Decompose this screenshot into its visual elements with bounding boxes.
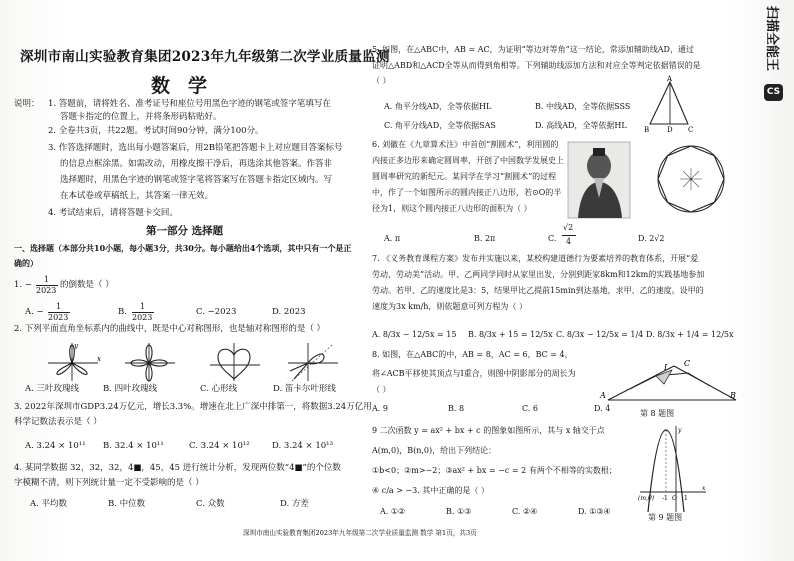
point-m-label: (m,0): [638, 495, 655, 502]
q3-option-b[interactable]: B. 32.4 × 10¹¹: [103, 441, 164, 451]
q6-stem-line4: 中，作了一个如图所示的圆内接正八边形，若⊙O的半: [372, 188, 562, 197]
q7-option-a[interactable]: A. 8/3x − 12/5x = 15: [372, 330, 457, 339]
q1-option-a-num: 1: [56, 302, 62, 311]
q7-stem-line2: 劳动，劳动美”活动。甲、乙两同学同时从家里出发，分别到距家8km和12km的实践基地参加: [372, 270, 705, 279]
vertex-a-label: A: [667, 75, 673, 83]
q9-option-b[interactable]: B. ①③: [446, 507, 472, 516]
q1-option-d[interactable]: D. 2023: [272, 307, 306, 317]
three-leaf-rose-figure: [44, 341, 100, 383]
brand-logo: CS: [764, 84, 783, 101]
q9-stem-line2: A(m,0)，B(n,0)，给出下列结论：: [372, 446, 497, 455]
section1-heading-cont: 确的）: [14, 258, 38, 268]
q7-stem-line3: 劳动。若甲、乙的速度比是3：5，结果甲比乙提前15min到达基地，求甲、乙的速度。设甲的: [372, 286, 704, 295]
q8-option-d[interactable]: D. 4: [594, 404, 611, 413]
four-leaf-rose-figure: [121, 341, 177, 383]
q9-parabola-figure: [638, 424, 708, 514]
q2-stem: 2. 下列平面直角坐标系内的曲线中，既是中心对称图形，也是轴对称图形的是（ ）: [14, 324, 326, 334]
q8-option-b[interactable]: B. 8: [448, 404, 465, 413]
q2-option-a[interactable]: A. 三叶玫瑰线: [25, 384, 80, 394]
point-i-label: I: [664, 363, 668, 372]
q6-option-c-num: √2: [563, 223, 574, 232]
axis-y-label: y: [678, 427, 682, 434]
brand-text: 扫描全能王: [764, 6, 779, 72]
q8-stem-line3: （ ）: [372, 385, 391, 394]
q8-caption: 第 8 题图: [640, 409, 675, 418]
instruction-line: 1. 答题前，请将姓名、准考证号和座位号用黑色字迹的钢笔或签字笔填写在: [48, 99, 331, 109]
q7-stem-line4: 速度为3x km/h，则依题意可列方程为（ ）: [372, 302, 527, 311]
axis-x-label: x: [702, 485, 706, 492]
q9-option-a[interactable]: A. ①②: [380, 507, 406, 516]
q3-stem-line2: 科学记数法表示是（ ）: [14, 417, 102, 427]
q7-option-d[interactable]: D. 8/3x + 1/4 = 12/5x: [646, 330, 734, 339]
instruction-line: 在本试卷或草稿纸上，其答案一律无效。: [60, 191, 214, 201]
q2-option-d[interactable]: D. 笛卡尔叶形线: [273, 384, 336, 394]
q7-option-b[interactable]: B. 8/3x + 15 = 12/5x: [468, 330, 553, 339]
q1-option-b-pre[interactable]: B.: [118, 307, 127, 317]
q6-option-d[interactable]: D. 2√2: [638, 234, 665, 243]
q1-option-b-den: 2023: [132, 313, 153, 322]
cardioid-figure: [206, 341, 262, 383]
q3-stem-line1: 3. 2022年深圳市GDP3.24万亿元，增长3.3%。增速在北上广深中排第一，将数据3.24万亿用: [14, 402, 372, 412]
instruction-line: 3. 作答选择题时，选出每小题答案后，用2B铅笔把答题卡上对应题目答案标号: [48, 143, 343, 153]
q8-stem-line1: 8. 如图，在△ABC的中，AB = 8，AC = 6，BC = 4，: [372, 350, 573, 359]
q1-option-a-den: 2023: [48, 313, 69, 322]
origin-label: O: [672, 495, 677, 502]
axis-y-label: y: [74, 342, 78, 350]
q3-option-a[interactable]: A. 3.24 × 10¹¹: [25, 441, 86, 451]
instruction-line: 答题卡指定的位置上，并将条形码粘贴好。: [60, 112, 222, 122]
folium-figure: [284, 341, 340, 383]
q5-stem-line3: （ ）: [372, 76, 391, 85]
q5-option-a[interactable]: A. 角平分线AD，全等依据HL: [384, 102, 492, 111]
q5-triangle-figure: [644, 74, 696, 136]
q1-option-a-pre[interactable]: A. −: [25, 307, 44, 317]
vertex-b-label: B: [644, 126, 650, 134]
q2-option-c[interactable]: C. 心形线: [200, 384, 238, 394]
instruction-line: 选择题时，用黑色字迹的钢笔或签字笔将答案写在答题卡指定区域内。写: [60, 175, 333, 185]
section1-heading: 一、选择题（本部分共10小题，每小题3分，共30分。每小题给出4个选项，其中只有一个是正: [14, 243, 352, 253]
q1-option-b-num: 1: [140, 302, 146, 311]
part1-title: 第一部分 选择题: [146, 225, 224, 237]
q6-stem-line1: 6. 刘徽在《九章算术注》中首创“割圆术”，利用圆的: [372, 140, 559, 149]
q9-option-d[interactable]: D. ①③④: [578, 507, 611, 516]
q4-option-b[interactable]: B. 中位数: [108, 499, 146, 509]
instructions-label: 说明：: [14, 99, 40, 109]
q6-stem-line5: 径为1，则这个圆内接正八边形的面积为（ ）: [372, 204, 532, 213]
q6-stem-line2: 内接正多边形来确定圆周率，开创了中国数学发展史上: [372, 156, 564, 165]
q7-stem-line1: 7. 《义务教育课程方案》发布并实施以来，某校构建道德行为要素培养的教育体系，开展“爱: [372, 254, 699, 263]
q5-stem-line1: 5. 如图，在△ABC中，AB = AC，为证明“等边对等角”这一结论，常添加辅助线AD，通过: [372, 45, 694, 54]
q7-option-c[interactable]: C. 8/3x − 12/5x = 1/4: [556, 330, 644, 339]
q4-option-a[interactable]: A. 平均数: [30, 499, 68, 509]
q4-stem-line1: 4. 某同学数据 32，32，32，4■，45，45 进行统计分析，发现两位数“4■”的个位数: [14, 463, 341, 473]
exam-title: 深圳市南山实验教育集团2023年九年级第二次学业质量监测: [20, 49, 390, 65]
vertex-b-label: B: [730, 391, 736, 400]
q5-option-d[interactable]: D. 高线AD，全等依据HL: [535, 121, 627, 130]
liu-hui-portrait: [566, 140, 632, 220]
q2-option-b[interactable]: B. 四叶玫瑰线: [103, 384, 158, 394]
tick-minus1-label: -1: [662, 495, 668, 502]
q9-stem-line1: 9 二次函数 y = ax² + bx + c 的图象如图所示，其与 x 轴交于点: [372, 426, 605, 435]
q5-option-b[interactable]: B. 中线AD，全等依据SSS: [535, 102, 631, 111]
tick-1-label: 1: [684, 495, 688, 502]
q8-triangle-figure: [600, 356, 740, 408]
instruction-line: 2. 全卷共3页，共22题。考试时间90分钟，满分100分。: [48, 126, 264, 136]
q4-option-d[interactable]: D. 方差: [280, 499, 309, 509]
q8-option-c[interactable]: C. 6: [522, 404, 539, 413]
q6-stem-line3: 圆周率研究的新纪元。某同学在学习“割圆术”的过程: [372, 172, 557, 181]
q8-stem-line2: 将∠ACB平移使其顶点与I重合，则图中阴影部分的周长为: [372, 369, 576, 378]
vertex-c-label: C: [684, 359, 691, 368]
q3-option-c[interactable]: C. 3.24 × 10¹²: [189, 441, 250, 451]
axis-x-label: x: [97, 355, 101, 363]
vertex-c-label: C: [688, 126, 694, 134]
vertex-d-label: D: [667, 126, 673, 134]
q5-stem-line2: 证明△ABD和△ACD全等从而得到角相等。下列辅助线添加方法和对应全等判定依据错误的是: [372, 61, 701, 70]
q9-caption: 第 9 题图: [648, 513, 683, 522]
q1-option-c[interactable]: C. −2023: [196, 307, 237, 317]
q8-option-a[interactable]: A. 9: [372, 404, 388, 413]
subject-title: 数学: [151, 75, 226, 97]
q9-option-c[interactable]: C. ②④: [512, 507, 538, 516]
fraction-bar: [562, 235, 576, 236]
scanner-watermark: [761, 6, 787, 102]
q1-stem-pre: 1. −: [14, 280, 32, 290]
q4-option-c[interactable]: C. 众数: [196, 499, 225, 509]
inscribed-octagon-figure: [654, 142, 728, 216]
q6-option-c-den: 4: [566, 237, 572, 246]
q1-frac-den: 2023: [36, 286, 57, 295]
q4-stem-line2: 字模糊不清，则下列统计量一定不受影响的是（ ）: [14, 478, 204, 488]
q1-stem-post: 的倒数是（ ）: [60, 280, 114, 290]
page-footer: 深圳市南山实验教育集团2023年九年级第二次学业质量监测 数学 第1页，共3页: [243, 529, 477, 537]
instruction-line: 4. 考试结束后，请将答题卡交回。: [48, 208, 178, 218]
q3-option-d[interactable]: D. 3.24 × 10¹³: [272, 441, 333, 451]
q6-option-b[interactable]: B. 2π: [474, 234, 496, 243]
instruction-line: 的信息点框涂黑。如需改动，用橡皮擦干净后，再选涂其他答案。作答非: [60, 159, 333, 169]
q6-option-a[interactable]: A. π: [384, 234, 401, 243]
q5-option-c[interactable]: C. 角平分线AD，全等依据SAS: [384, 121, 496, 130]
vertex-a-label: A: [600, 391, 606, 400]
q6-option-c-pre[interactable]: C.: [548, 234, 557, 243]
q1-frac-num: 1: [44, 275, 50, 284]
q9-stem-line4: ④ c/a > −3. 其中正确的是（ ）: [372, 486, 489, 495]
q9-stem-line3: ①b<0；②m>−2；③ax² + bx = −c = 2 有两个不相等的实数根；: [372, 466, 617, 475]
